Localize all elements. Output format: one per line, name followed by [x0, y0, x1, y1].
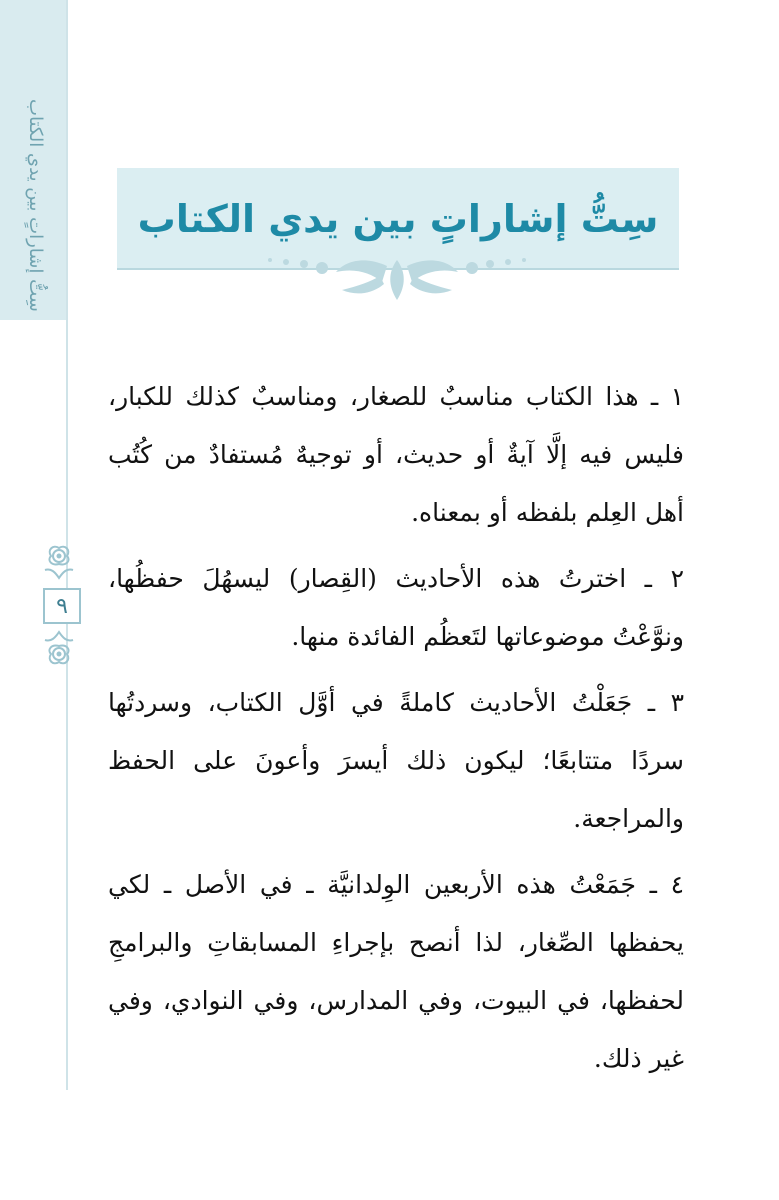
paragraph-1: ١ ـ هذا الكتاب مناسبٌ للصغار، ومناسبٌ كذلك للكبار، فليس فيه إلَّا آيةٌ أو حديث، أو توجيهٌ مُستفادٌ من كُتُب أهل العِلم بلفظه أو بمعناه. [108, 382, 684, 527]
paragraph-4: ٤ ـ جَمَعْتُ هذه الأربعين الوِلدانيَّة ـ في الأصل ـ لكي يحفظها الصِّغار، لذا أنصح بإجراءِ المسابقاتِ والبرامجِ لحفظها، في البيوت، وفي المدارس، وفي النوادي، وفي غير ذلك. [108, 870, 684, 1073]
paragraph-3: ٣ ـ جَعَلْتُ الأحاديث كاملةً في أوَّل الكتاب، وسردتُها سردًا متتابعًا؛ ليكون ذلك أيسرَ وأعونَ على الحفظ والمراجعة. [108, 688, 684, 833]
page-ornament-bottom-icon [37, 626, 81, 666]
page-title: سِتُّ إشاراتٍ بين يدي الكتاب [137, 197, 659, 241]
title-flourish-icon [262, 252, 532, 304]
page-number: ٩ [43, 588, 81, 624]
paragraph-2: ٢ ـ اخترتُ هذه الأحاديث (القِصار) ليسهُلَ حفظُها، ونوَّعْتُ موضوعاتها لتَعظُم الفائدة منها. [108, 564, 684, 651]
page-ornament-top-icon [37, 544, 81, 584]
body-text [108, 368, 684, 1096]
side-header-title: سِتُّ إشاراتٍ بين يدي الكتاب [25, 99, 46, 312]
